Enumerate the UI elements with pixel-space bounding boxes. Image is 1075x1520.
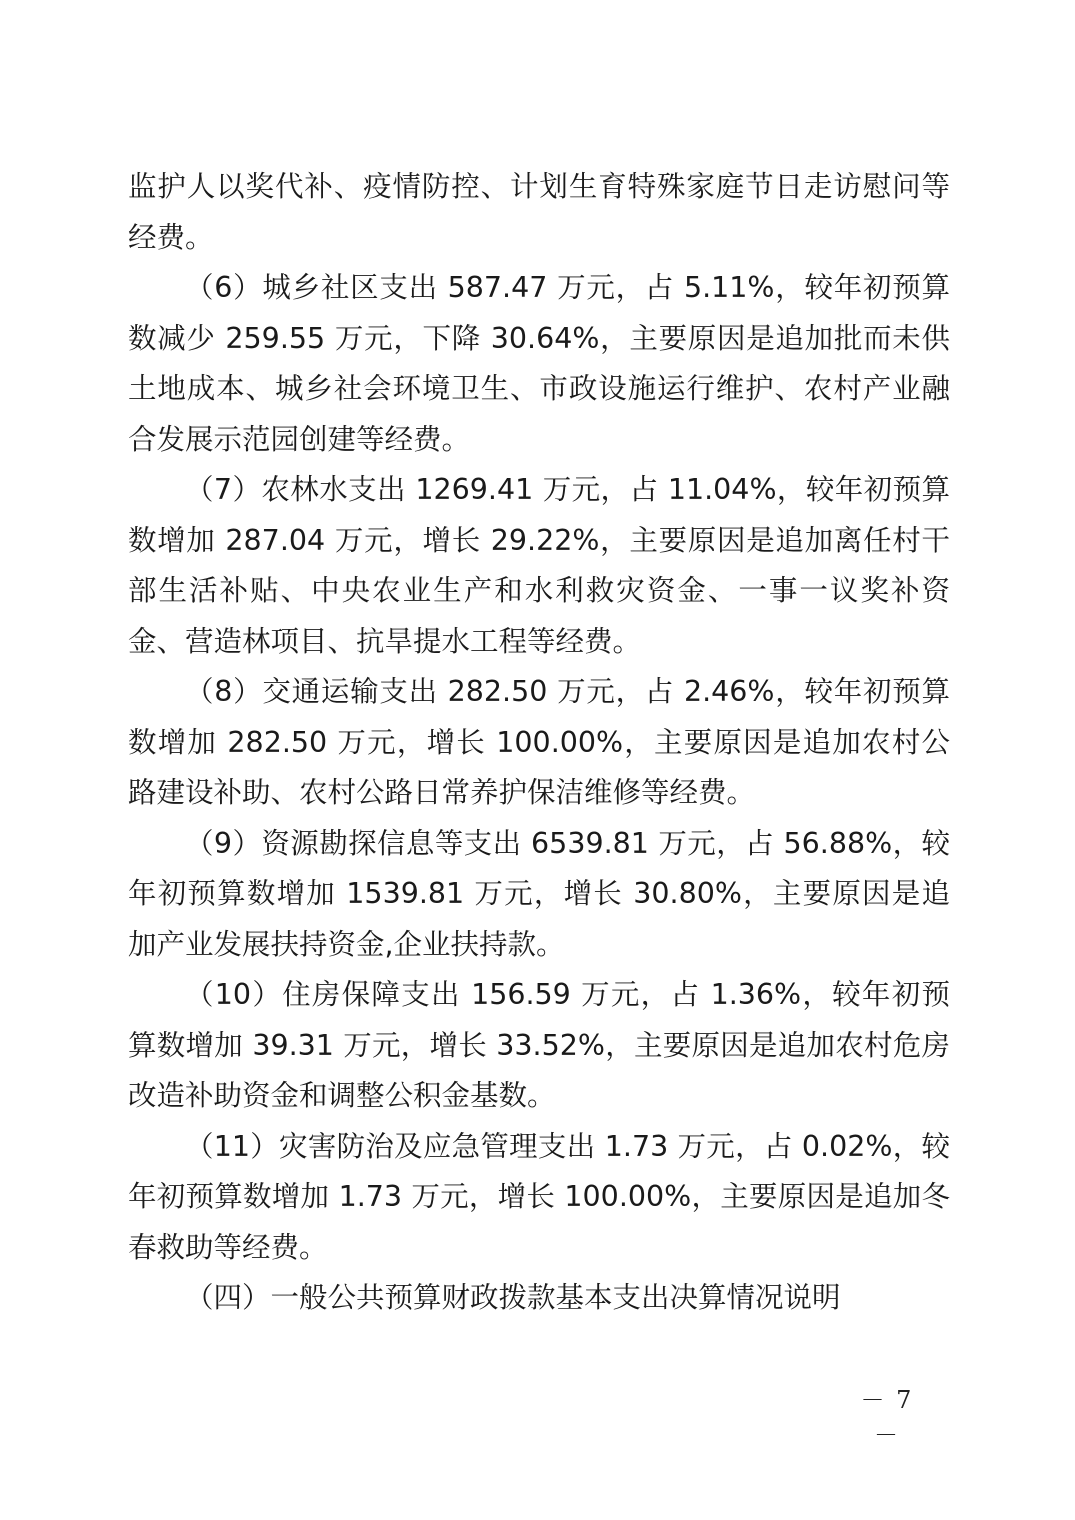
page-number: － 7 － <box>860 1386 914 1449</box>
paragraph-continuation: 监护人以奖代补、疫情防控、计划生育特殊家庭节日走访慰问等经费。 <box>128 170 950 254</box>
paragraph-urban-rural-community: （6）城乡社区支出 587.47 万元，占 5.11%，较年初预算数减少 259.55 万元，下降 30.64%，主要原因是追加批而未供土地成本、城乡社会环境卫生、市政设施运行维护、农村产业融合发展示范园创建等经费。 <box>128 271 950 456</box>
paragraph-transportation: （8）交通运输支出 282.50 万元，占 2.46%，较年初预算数增加 282.50 万元，增长 100.00%，主要原因是追加农村公路建设补助、农村公路日常养护保洁维修等经费。 <box>128 675 950 809</box>
paragraph-disaster-prevention: （11）灾害防治及应急管理支出 1.73 万元，占 0.02%，较年初预算数增加 1.73 万元，增长 100.00%，主要原因是追加冬春救助等经费。 <box>128 1129 950 1264</box>
section-heading-basic-expenditure: （四）一般公共预算财政拨款基本支出决算情况说明 <box>185 1281 841 1314</box>
paragraph-resource-exploration: （9）资源勘探信息等支出 6539.81 万元，占 56.88%，较年初预算数增加 1539.81 万元，增长 30.80%，主要原因是追加产业发展扶持资金,企业扶持款。 <box>128 826 950 961</box>
paragraph-agriculture-forestry-water: （7）农林水支出 1269.41 万元，占 11.04%，较年初预算数增加 287.04 万元，增长 29.22%，主要原因是追加离任村干部生活补贴、中央农业生产和水利救灾资金、一事一议奖补资金、营造林项目、抗旱提水工程等经费。 <box>128 473 950 658</box>
paragraph-housing-security: （10）住房保障支出 156.59 万元，占 1.36%，较年初预算数增加 39.31 万元，增长 33.52%，主要原因是追加农村危房改造补助资金和调整公积金基数。 <box>128 978 950 1112</box>
document-body <box>128 162 950 1324</box>
